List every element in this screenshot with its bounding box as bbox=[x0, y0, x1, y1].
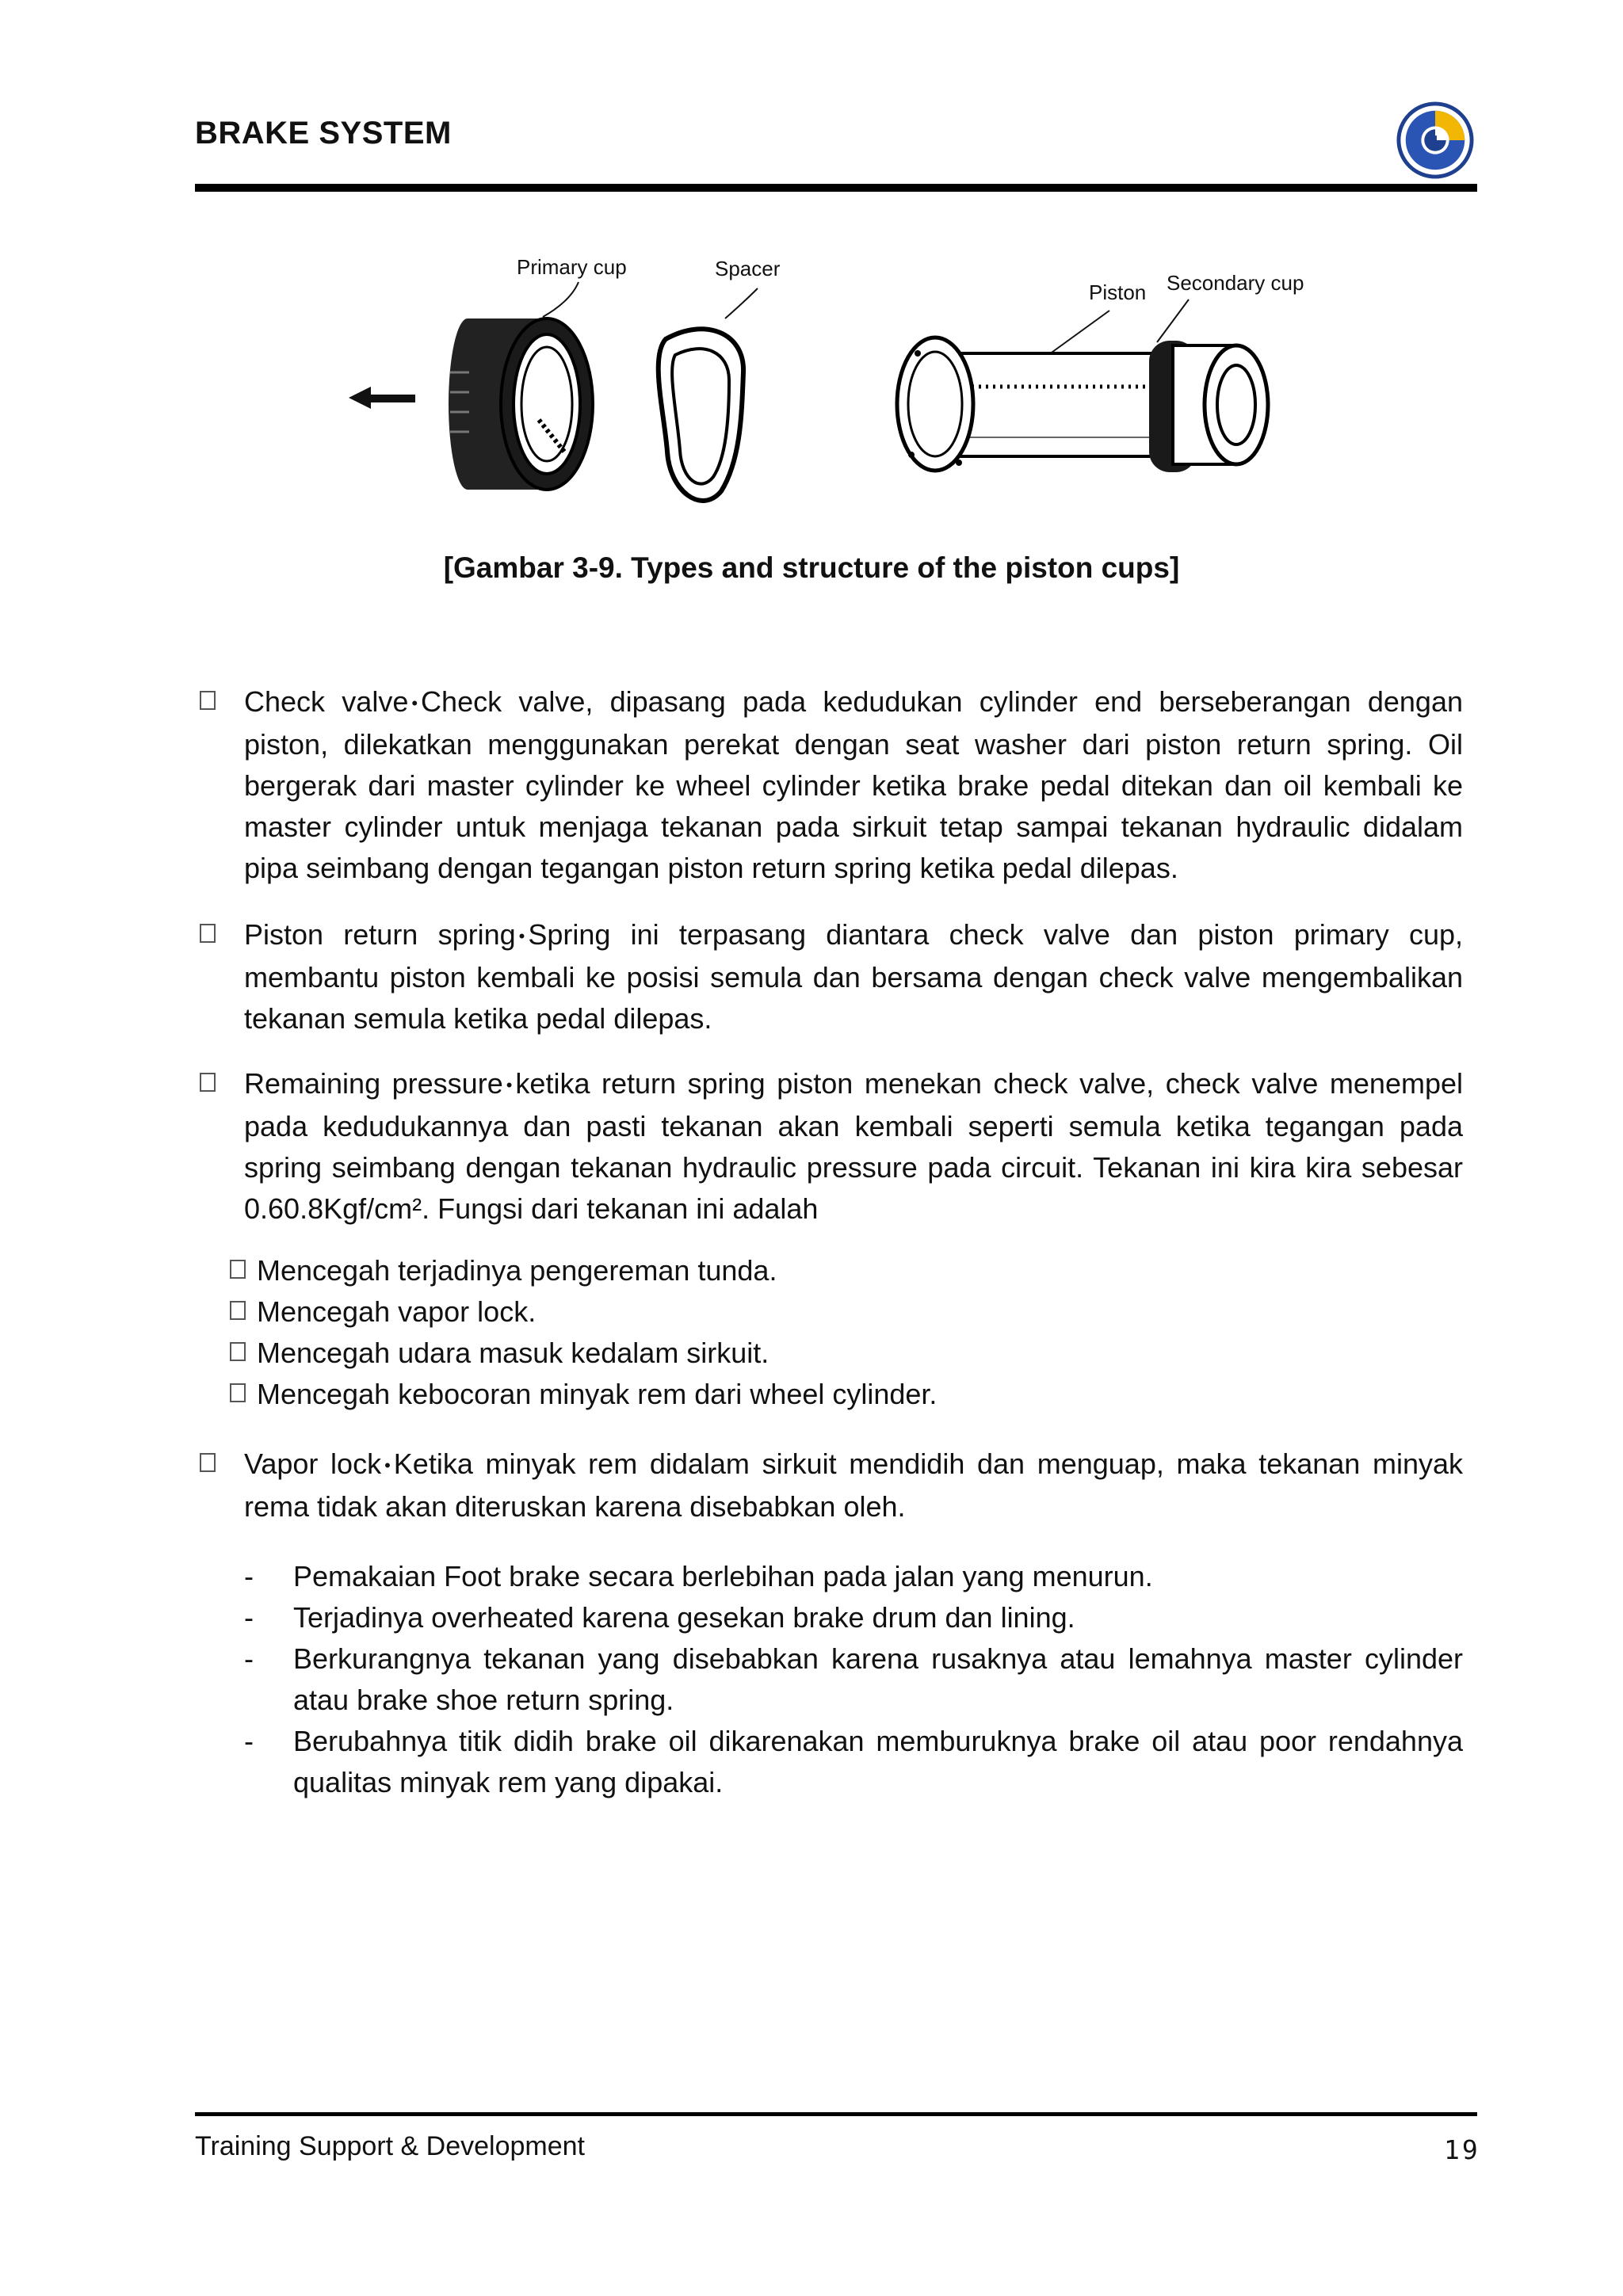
section-text: ketika return spring piston menekan check valve, check valve menempel pada kedudukannya dan pasti tekanan akan kembali seperti semula ketika tegangan pada spring seimbang dengan tekanan hydraulic pressure pada circuit. Tekanan ini kira kira sebesar 0.60.8Kgf/cm². Fungsi dari tekanan ini adalah bbox=[244, 1067, 1463, 1226]
piston-drawing bbox=[897, 338, 1268, 472]
section-text: Ketika minyak rem didalam sirkuit mendidih dan menguap, maka tekanan minyak rema tidak akan diteruskan karena disebabkan oleh. bbox=[244, 1447, 1463, 1524]
section-term: Piston return spring bbox=[244, 918, 516, 951]
bullet-box-icon bbox=[230, 1260, 246, 1279]
section-term: Vapor lock bbox=[244, 1447, 382, 1480]
bullet-box-icon bbox=[200, 1073, 216, 1092]
bullet-box-icon bbox=[230, 1342, 246, 1361]
list-item: Mencegah udara masuk kedalam sirkuit. bbox=[195, 1333, 1463, 1374]
header-rule bbox=[195, 184, 1477, 192]
separator-dot-icon: • bbox=[411, 693, 418, 714]
section-piston-return-spring bbox=[195, 914, 1463, 1039]
list-item: Mencegah terjadinya pengereman tunda. bbox=[195, 1250, 1463, 1291]
section-vapor-lock bbox=[195, 1444, 1463, 1527]
bullet-box-icon bbox=[230, 1383, 246, 1402]
section-text: Spring ini terpasang diantara check valve dan piston primary cup, membantu piston kembali ke posisi semula dan bersama dengan check valve mengembalikan tekanan semula ketika pedal dilepas. bbox=[244, 918, 1464, 1035]
bullet-box-icon bbox=[200, 924, 216, 943]
bullet-box-icon bbox=[200, 1453, 216, 1472]
list-item: - Berkurangnya tekanan yang disebabkan karena rusaknya atau lemahnya master cylinder atau brake shoe return spring. bbox=[244, 1642, 1463, 1716]
section-text: Check valve, dipasang pada kedudukan cylinder end berseberangan dengan piston, dilekatkan menggunakan perekat dengan seat washer dari piston return spring. Oil bergerak dari master cylinder ke wheel cylinder ketika brake pedal ditekan dan oil kembali ke master cylinder untuk menjaga tekanan pada sirkuit tetap sampai tekanan hydraulic didalam pipa seimbang dengan tegangan piston return spring ketika pedal dilepas. bbox=[244, 685, 1463, 885]
pressure-functions-list bbox=[195, 1250, 1463, 1415]
section-remaining-pressure bbox=[195, 1063, 1463, 1230]
footer-text: Training Support & Development bbox=[195, 2131, 586, 2161]
footer-rule bbox=[195, 2112, 1477, 2116]
header-title: BRAKE SYSTEM bbox=[195, 116, 452, 151]
company-seal-icon bbox=[1396, 101, 1474, 179]
label-secondary-cup: Secondary cup bbox=[1167, 271, 1304, 295]
bullet-box-icon bbox=[200, 691, 216, 710]
label-spacer: Spacer bbox=[715, 257, 781, 280]
separator-dot-icon: • bbox=[506, 1075, 513, 1096]
piston-cups-figure bbox=[333, 254, 1331, 515]
section-term: Remaining pressure bbox=[244, 1067, 503, 1100]
figure-caption: [Gambar 3-9. Types and structure of the piston cups] bbox=[443, 551, 1180, 584]
list-item: Mencegah vapor lock. bbox=[195, 1291, 1463, 1333]
primary-cup-drawing bbox=[449, 318, 593, 490]
bullet-box-icon bbox=[230, 1301, 246, 1320]
list-item: - Terjadinya overheated karena gesekan brake drum dan lining. bbox=[244, 1601, 1075, 1634]
list-item: - Berubahnya titik didih brake oil dikarenakan memburuknya brake oil atau poor rendahnya qualitas minyak rem yang dipakai. bbox=[244, 1725, 1463, 1798]
label-primary-cup: Primary cup bbox=[517, 255, 627, 279]
section-term: Check valve bbox=[244, 685, 409, 718]
label-piston: Piston bbox=[1089, 280, 1147, 304]
spacer-drawing bbox=[659, 329, 743, 501]
separator-dot-icon: • bbox=[518, 926, 525, 947]
separator-dot-icon: • bbox=[384, 1455, 391, 1476]
direction-arrow-icon bbox=[349, 387, 415, 409]
list-item: Mencegah kebocoran minyak rem dari wheel cylinder. bbox=[195, 1374, 1463, 1415]
vapor-lock-causes-list bbox=[195, 1556, 1463, 1803]
list-item: - Pemakaian Foot brake secara berlebihan pada jalan yang menurun. bbox=[244, 1560, 1153, 1592]
section-check-valve bbox=[195, 681, 1463, 889]
page-number: 19 bbox=[1444, 2134, 1480, 2165]
